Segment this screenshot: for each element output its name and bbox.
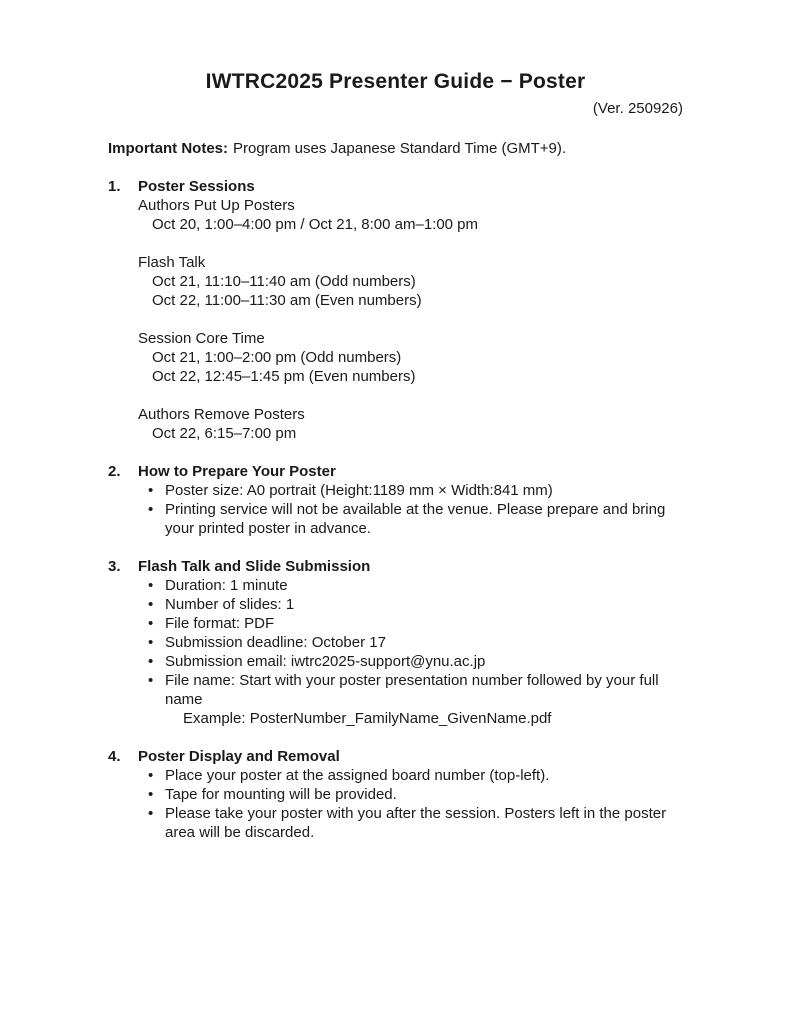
bullet-item	[138, 614, 683, 633]
schedule-line: Oct 21, 1:00–2:00 pm (Odd numbers)	[152, 349, 402, 366]
bullet-item	[138, 766, 683, 785]
section-number: 2.	[108, 463, 121, 480]
section-number: 4.	[108, 748, 121, 765]
bullet-text-with-example	[165, 671, 673, 728]
bullet-text: Printing service will not be available at the venue. Please prepare and bring your printed poster in advance.	[165, 501, 666, 537]
bullet-icon: •	[148, 482, 154, 499]
section-display-removal	[108, 747, 683, 842]
bullet-text: Place your poster at the assigned board number (top-left).	[165, 767, 550, 784]
bullet-icon: •	[148, 615, 154, 632]
bullet-item	[138, 652, 683, 671]
bullet-icon: •	[148, 767, 154, 784]
bullet-text: File name: Start with your poster presentation number followed by your full name	[165, 672, 659, 708]
bullet-text: Number of slides: 1	[165, 596, 295, 613]
bullet-item	[138, 804, 683, 842]
section-heading-flash-talk-submission: Flash Talk and Slide Submission	[138, 558, 371, 575]
section-header	[108, 557, 683, 576]
schedule-group-flash-talk	[138, 253, 683, 310]
bullet-text: Duration: 1 minute	[165, 577, 288, 594]
section-body	[138, 766, 683, 842]
bullet-item	[138, 481, 683, 500]
schedule-group-title: Session Core Time	[138, 330, 265, 347]
bullet-icon: •	[148, 596, 154, 613]
schedule-group-core-time	[138, 329, 683, 386]
bullet-icon: •	[148, 672, 154, 689]
bullet-item	[138, 785, 683, 804]
section-number: 1.	[108, 178, 121, 195]
bullet-item	[138, 633, 683, 652]
section-heading-poster-sessions: Poster Sessions	[138, 178, 255, 195]
bullet-item	[138, 595, 683, 614]
important-notes-text: Program uses Japanese Standard Time (GMT+9).	[233, 140, 567, 157]
schedule-line: Oct 22, 11:00–11:30 am (Even numbers)	[152, 292, 422, 309]
schedule-group-title: Authors Remove Posters	[138, 406, 305, 423]
bullet-item	[138, 576, 683, 595]
section-body	[138, 576, 683, 728]
file-name-example: Example: PosterNumber_FamilyName_GivenName.pdf	[183, 710, 552, 727]
section-body	[138, 481, 683, 538]
schedule-line: Oct 21, 11:10–11:40 am (Odd numbers)	[152, 273, 416, 290]
bullet-icon: •	[148, 786, 154, 803]
section-heading-display-removal: Poster Display and Removal	[138, 748, 340, 765]
bullet-text: Please take your poster with you after the session. Posters left in the poster area will be discarded.	[165, 805, 667, 841]
bullet-icon: •	[148, 501, 154, 518]
schedule-line: Oct 20, 1:00–4:00 pm / Oct 21, 8:00 am–1:00 pm	[152, 216, 479, 233]
section-number: 3.	[108, 558, 121, 575]
page-title: IWTRC2025 Presenter Guide − Poster	[205, 70, 586, 93]
section-header	[108, 462, 683, 481]
bullet-text: File format: PDF	[165, 615, 275, 632]
schedule-group-remove	[138, 405, 683, 443]
bullet-text: Poster size: A0 portrait (Height:1189 mm × Width:841 mm)	[165, 482, 553, 499]
bullet-text: Submission email: iwtrc2025-support@ynu.ac.jp	[165, 653, 486, 670]
schedule-line: Oct 22, 6:15–7:00 pm	[152, 425, 297, 442]
bullet-icon: •	[148, 634, 154, 651]
section-body	[138, 196, 683, 443]
section-poster-sessions	[108, 177, 683, 443]
schedule-line: Oct 22, 12:45–1:45 pm (Even numbers)	[152, 368, 416, 385]
bullet-text: Tape for mounting will be provided.	[165, 786, 397, 803]
important-notes	[108, 139, 683, 158]
section-heading-prepare-poster: How to Prepare Your Poster	[138, 463, 336, 480]
important-notes-label: Important Notes:	[108, 140, 228, 157]
schedule-group-put-up	[138, 196, 683, 234]
bullet-icon: •	[148, 653, 154, 670]
bullet-icon: •	[148, 577, 154, 594]
bullet-item	[138, 500, 683, 538]
section-flash-talk-submission	[108, 557, 683, 728]
bullet-item	[138, 671, 683, 728]
schedule-group-title: Flash Talk	[138, 254, 206, 271]
bullet-text: Submission deadline: October 17	[165, 634, 386, 651]
section-header	[108, 747, 683, 766]
section-prepare-poster	[108, 462, 683, 538]
section-header	[108, 177, 683, 196]
schedule-group-title: Authors Put Up Posters	[138, 197, 295, 214]
bullet-icon: •	[148, 805, 154, 822]
version-label: (Ver. 250926)	[592, 100, 683, 117]
